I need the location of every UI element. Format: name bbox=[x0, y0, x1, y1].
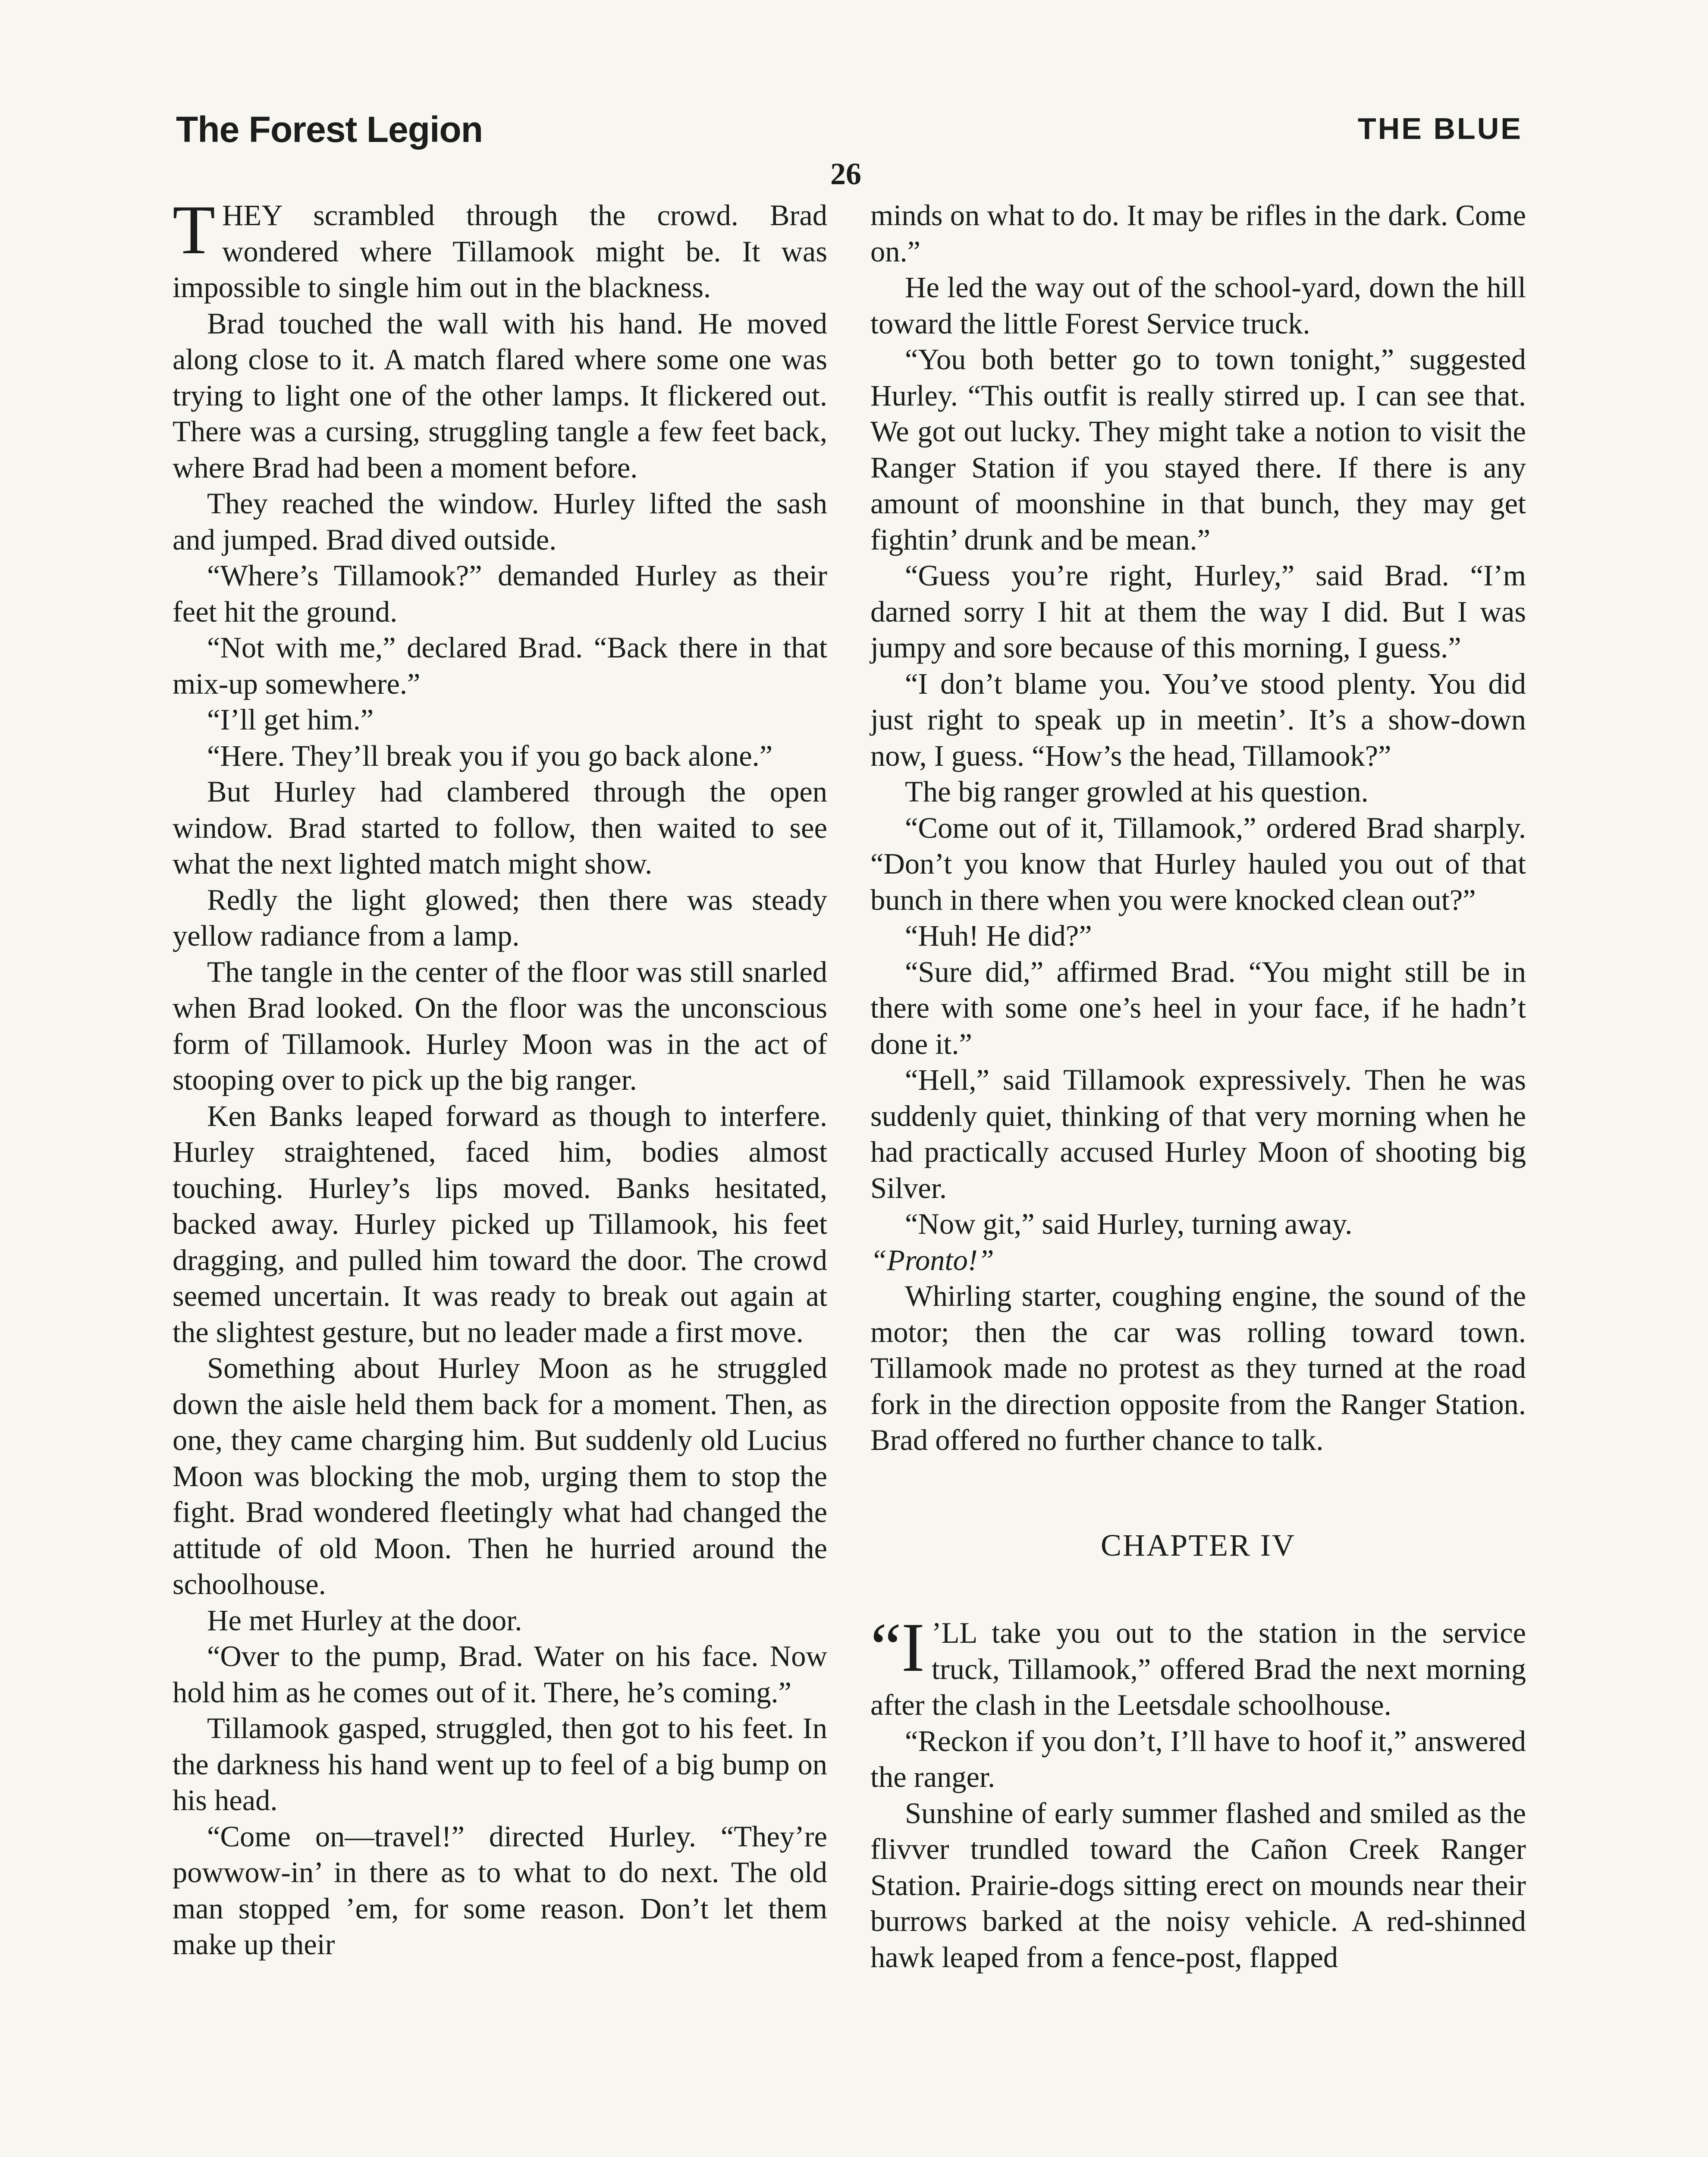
right-column bbox=[870, 198, 1526, 1975]
paragraph: The big ranger growled at his question. bbox=[905, 775, 1369, 808]
paragraph: “Come on—travel!” directed Hurley. “They’re powwow-in’ in there as to what to do next. The old man stopped ’em, for some reason. Don’t let them make up their bbox=[173, 1820, 827, 1961]
paragraph: “Huh! He did?” bbox=[905, 919, 1092, 952]
paragraph: He met Hurley at the door. bbox=[207, 1604, 522, 1637]
paragraph: Whirling starter, coughing engine, the sound of the motor; then the car was rolling toward town. Tillamook made no protest as they turned at the road fork in the direction opposite from the Ranger Station. Brad offered no further chance to talk. bbox=[870, 1280, 1526, 1456]
paragraph: “Hell,” said Tillamook expressively. Then he was suddenly quiet, thinking of that very morning when he had practically accused Hurley Moon of shooting big Silver. bbox=[870, 1063, 1526, 1204]
paragraph: Redly the light glowed; then there was steady yellow radiance from a lamp. bbox=[173, 883, 827, 952]
paragraph: The tangle in the center of the floor was still snarled when Brad looked. On the floor was the unconscious form of Tillamook. Hurley Moon was in the act of stooping over to pick up the big ranger. bbox=[173, 955, 827, 1096]
drop-cap: T bbox=[173, 192, 215, 269]
paragraph: Tillamook gasped, struggled, then got to his feet. In the darkness his hand went up to feel of a big bump on his head. bbox=[173, 1712, 827, 1817]
paragraph: He led the way out of the school-yard, down the hill toward the little Forest Service truck. bbox=[870, 271, 1526, 340]
paragraph: “Guess you’re right, Hurley,” said Brad. “I’m darned sorry I hit at them the way I did. But I was jumpy and sore because of this morning, I guess.” bbox=[870, 559, 1526, 664]
paragraph: “Reckon if you don’t, I’ll have to hoof it,” answered the ranger. bbox=[870, 1724, 1526, 1793]
magazine-title: THE BLUE bbox=[1358, 112, 1523, 145]
opening-text: HEY scrambled through the crowd. Brad wondered where Tillamook might be. It was impossible to single him out in the blackness. bbox=[173, 199, 827, 304]
continued-paragraph: minds on what to do. It may be rifles in the dark. Come on.” bbox=[870, 199, 1526, 268]
paragraph: “Now git,” said Hurley, turning away. bbox=[905, 1207, 1353, 1240]
chapter-drop-cap: “I bbox=[870, 1609, 925, 1686]
paragraph: Something about Hurley Moon as he struggled down the aisle held them back for a moment. Then, as one, they came charging him. But suddenly old Lucius Moon was blocking the mob, urging them to stop the fight. Brad wondered fleetingly what had changed the attitude of old Moon. Then he hurried around the schoolhouse. bbox=[173, 1352, 827, 1600]
paragraph: Ken Banks leaped forward as though to interfere. Hurley straightened, faced him, bodies almost touching. Hurley’s lips moved. Banks hesitated, backed away. Hurley picked up Tillamook, his feet dragging, and pulled him toward the door. The crowd seemed uncertain. It was ready to break out again at the slightest gesture, but no leader made a first move. bbox=[173, 1099, 827, 1349]
page-number: 26 bbox=[830, 157, 861, 191]
chapter-opening-text: ’LL take you out to the station in the service truck, Tillamook,” offered Brad the next morning after the clash in the Leetsdale schoolhouse. bbox=[870, 1616, 1526, 1721]
paragraph: “I’ll get him.” bbox=[207, 703, 374, 736]
paragraph: “Come out of it, Tillamook,” ordered Brad sharply. “Don’t you know that Hurley hauled you out of that bunch in there when you were knocked clean out?” bbox=[870, 811, 1526, 916]
paragraph: “You both better go to town tonight,” suggested Hurley. “This outfit is really stirred up. I can see that. We got out lucky. They might take a notion to visit the Ranger Station if you stayed there. If there is any amount of moonshine in that bunch, they may get fightin’ drunk and be mean.” bbox=[870, 343, 1526, 556]
paragraph: Sunshine of early summer flashed and smiled as the flivver trundled toward the Cañon Creek Ranger Station. Prairie-dogs sitting erect on mounds near their burrows barked at the noisy vehicle. A red-shinned hawk leaped from a fence-post, flapped bbox=[870, 1796, 1526, 1974]
paragraph: “Where’s Tillamook?” demanded Hurley as their feet hit the ground. bbox=[173, 559, 827, 628]
paragraph: Brad touched the wall with his hand. He moved along close to it. A match flared where some one was trying to light one of the other lamps. It flickered out. There was a cursing, struggling tangle a few feet back, where Brad had been a moment before. bbox=[173, 307, 827, 484]
chapter-opening-paragraph bbox=[870, 1609, 1526, 1723]
opening-paragraph bbox=[173, 192, 827, 306]
chapter-heading: CHAPTER IV bbox=[1100, 1528, 1296, 1563]
paragraph: “Not with me,” declared Brad. “Back there in that mix-up somewhere.” bbox=[173, 631, 827, 700]
paragraph: They reached the window. Hurley lifted the sash and jumped. Brad dived outside. bbox=[173, 487, 827, 556]
left-column bbox=[173, 192, 827, 1963]
running-title: The Forest Legion bbox=[176, 109, 483, 150]
paragraph: But Hurley had clambered through the open window. Brad started to follow, then waited to see what the next lighted match might show. bbox=[173, 775, 827, 880]
paragraph: “Sure did,” affirmed Brad. “You might still be in there with some one’s heel in your face, if he hadn’t done it.” bbox=[870, 955, 1526, 1060]
pronto-line: “Pronto!” bbox=[870, 1243, 994, 1277]
paragraph: “Here. They’ll break you if you go back alone.” bbox=[207, 739, 773, 772]
paragraph: “I don’t blame you. You’ve stood plenty. You did just right to speak up in meetin’. It’s a show-down now, I guess. “How’s the head, Tillamook?” bbox=[870, 667, 1526, 772]
paragraph: “Over to the pump, Brad. Water on his face. Now hold him as he comes out of it. There, he’s coming.” bbox=[173, 1640, 827, 1709]
